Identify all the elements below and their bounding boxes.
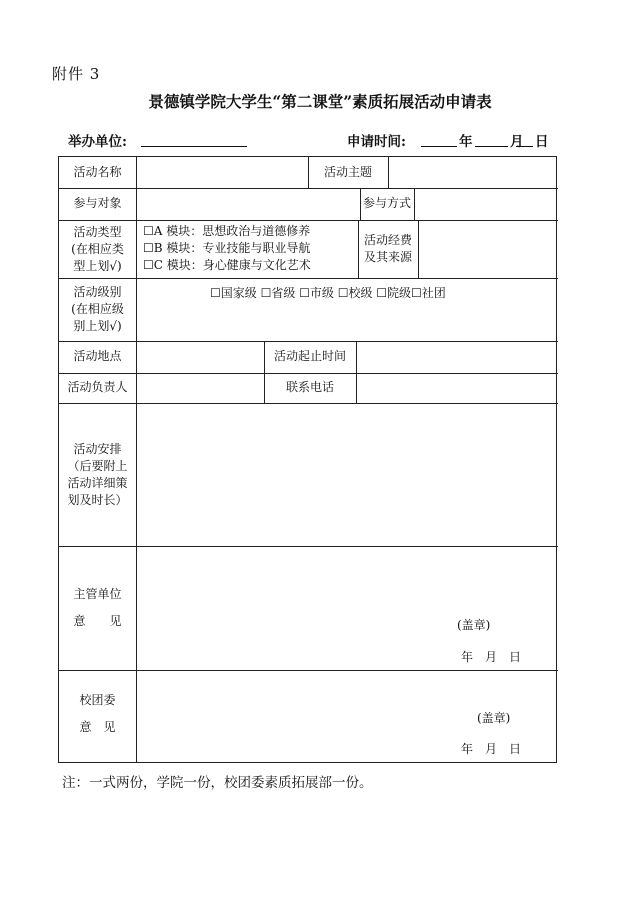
activity-name-label: 活动名称 <box>73 165 122 179</box>
phone-field[interactable] <box>357 373 557 403</box>
module-c-option[interactable]: ☐C 模块：身心健康与文化艺术 <box>143 258 311 272</box>
dept-date-label: 年 月 日 <box>461 650 522 664</box>
form-title: 景德镇学院大学生“第二课堂”素质拓展活动申请表 <box>148 92 492 111</box>
year-label: 年 <box>459 134 473 150</box>
attachment-label: 附件 3 <box>52 65 101 83</box>
arrangement-field[interactable] <box>137 403 557 546</box>
activity-theme-label: 活动主题 <box>323 165 372 179</box>
organizer-label: 举办单位: <box>68 134 127 150</box>
start-end-time-field[interactable] <box>357 341 557 373</box>
application-form-table <box>58 156 557 763</box>
activity-level-label: 活动级别 (在相应级 别上划√) <box>71 285 124 333</box>
activity-theme-field[interactable] <box>389 157 557 188</box>
leader-label: 活动负责人 <box>67 380 128 394</box>
participants-label: 参与对象 <box>73 196 122 210</box>
activity-name-field[interactable] <box>137 157 308 188</box>
footnote: 注：一式两份，学院一份，校团委素质拓展部一份。 <box>62 775 373 791</box>
funding-field[interactable] <box>419 220 557 278</box>
month-label: 月 <box>510 134 524 150</box>
league-opinion-label: 校团委 意 见 <box>79 693 116 734</box>
dept-seal-label: (盖章) <box>457 618 491 632</box>
module-b-option[interactable]: ☐B 模块：专业技能与职业导航 <box>143 241 311 255</box>
activity-type-label: 活动类型 (在相应类 型上划√) <box>71 225 124 273</box>
dept-opinion-label: 主管单位 意 见 <box>73 587 122 628</box>
location-label: 活动地点 <box>73 349 122 363</box>
league-seal-label: (盖章) <box>477 711 511 725</box>
organizer-blank[interactable] <box>141 146 247 147</box>
phone-label: 联系电话 <box>285 380 334 394</box>
module-options[interactable] <box>143 223 311 274</box>
participants-field[interactable] <box>137 188 360 220</box>
arrangement-label: 活动安排 （后要附上 活动详细策 划及时长） <box>67 442 128 507</box>
apply-time-label: 申请时间: <box>347 134 406 150</box>
league-date-label: 年 月 日 <box>461 742 522 756</box>
participation-mode-label: 参与方式 <box>362 196 411 210</box>
module-a-option[interactable]: ☐A 模块：思想政治与道德修养 <box>143 224 311 238</box>
year-blank[interactable] <box>421 146 457 147</box>
start-end-time-label: 活动起止时间 <box>273 349 346 363</box>
day-label: 日 <box>535 134 549 150</box>
leader-field[interactable] <box>137 373 264 403</box>
funding-label: 活动经费 及其来源 <box>363 233 412 264</box>
participation-mode-field[interactable] <box>415 188 557 220</box>
level-options[interactable]: ☐国家级 ☐省级 ☐市级 ☐校级 ☐院级☐社团 <box>210 286 446 300</box>
month-blank[interactable] <box>475 146 508 147</box>
location-field[interactable] <box>137 341 264 373</box>
day-blank[interactable] <box>516 146 533 147</box>
